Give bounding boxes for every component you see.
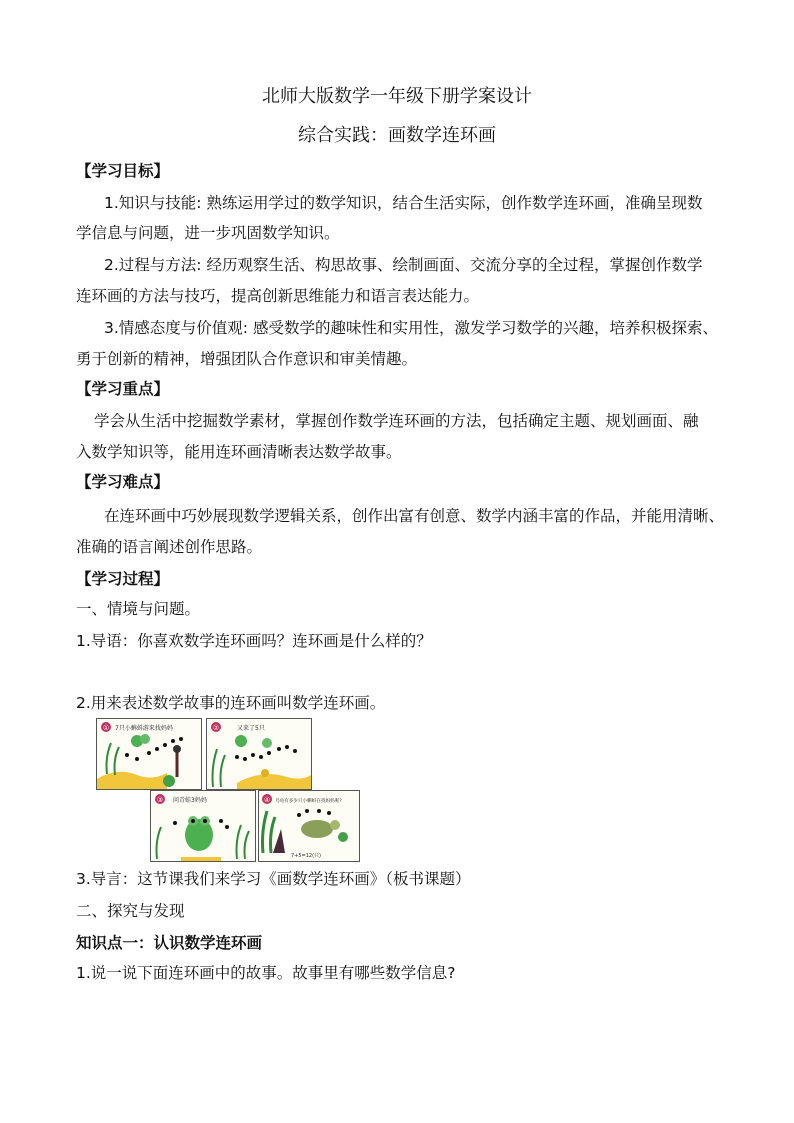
knowledge-point-1-question-1: 1.说一说下面连环画中的故事。故事里有哪些数学信息? — [76, 964, 456, 982]
goal-1-line-1: 1.知识与技能: 熟练运用学过的数学知识，结合生活实际，创作数学连环画，准确呈现数 — [104, 194, 703, 212]
comic-panel-1 — [96, 718, 202, 790]
comic-4-number: ④ — [263, 796, 271, 804]
comic-1-number: ① — [102, 724, 110, 732]
goal-2-line-1: 2.过程与方法: 经历观察生活、构思故事、绘制画面、交流分享的全过程，掌握创作数学 — [104, 256, 703, 274]
goal-3-line-2: 勇于创新的精神，增强团队合作意识和审美情趣。 — [76, 350, 418, 368]
difficulty-line-1: 在连环画中巧妙展现数学逻辑关系，创作出富有创意、数学内涵丰富的作品，并能用清晰、 — [104, 507, 725, 525]
goal-3-line-1: 3.情感态度与价值观: 感受数学的趣味性和实用性，激发学习数学的兴趣，培养积极探索、 — [104, 319, 718, 337]
comic-3-number: ③ — [156, 796, 164, 804]
comic-panel-2 — [206, 718, 312, 790]
comic-panel-3 — [150, 790, 256, 862]
comic-panel-4 — [258, 790, 360, 862]
difficulty-heading: 【学习难点】 — [76, 473, 170, 491]
comic-2-number: ② — [212, 724, 220, 732]
comic-4-caption: 乌龟有多少只小蝌蚪在找妈妈呢? — [275, 799, 342, 804]
comic-4-equation: 7+5=12(只) — [291, 853, 322, 859]
focus-line-1: 学会从生活中挖掘数学素材，掌握创作数学连环画的方法，包括确定主题、规划画面、融 — [94, 412, 699, 430]
focus-heading: 【学习重点】 — [76, 380, 170, 398]
difficulty-line-2: 准确的语言阐述创作思路。 — [76, 538, 263, 556]
goals-heading: 【学习目标】 — [76, 162, 170, 180]
question-2: 2.用来表述数学故事的连环画叫数学连环画。 — [76, 694, 386, 712]
comic-1-caption: 7只小蝌蚪游来找妈妈 — [115, 725, 173, 732]
question-1: 1.导语：你喜欢数学连环画吗？连环画是什么样的？ — [76, 632, 432, 650]
knowledge-point-1-heading: 知识点一：认识数学连环画 — [76, 934, 263, 952]
question-3: 3.导言：这节课我们来学习《画数学连环画》（板书课题） — [76, 870, 471, 888]
section-2-heading: 二、探究与发现 — [76, 902, 185, 920]
process-heading: 【学习过程】 — [76, 570, 170, 588]
comic-3-caption: 问青蛙3妈妈 — [173, 797, 207, 804]
focus-line-2: 入数学知识等，能用连环画清晰表达数学故事。 — [76, 443, 402, 461]
document-title: 北师大版数学一年级下册学案设计 — [262, 86, 532, 107]
document-subtitle: 综合实践：画数学连环画 — [298, 125, 496, 146]
goal-2-line-2: 连环画的方法与技巧，提高创新思维能力和语言表达能力。 — [76, 287, 480, 305]
section-1-heading: 一、情境与问题。 — [76, 600, 201, 618]
comic-2-caption: 又来了5只 — [237, 725, 265, 732]
goal-1-line-2: 学信息与问题，进一步巩固数学知识。 — [76, 224, 340, 242]
